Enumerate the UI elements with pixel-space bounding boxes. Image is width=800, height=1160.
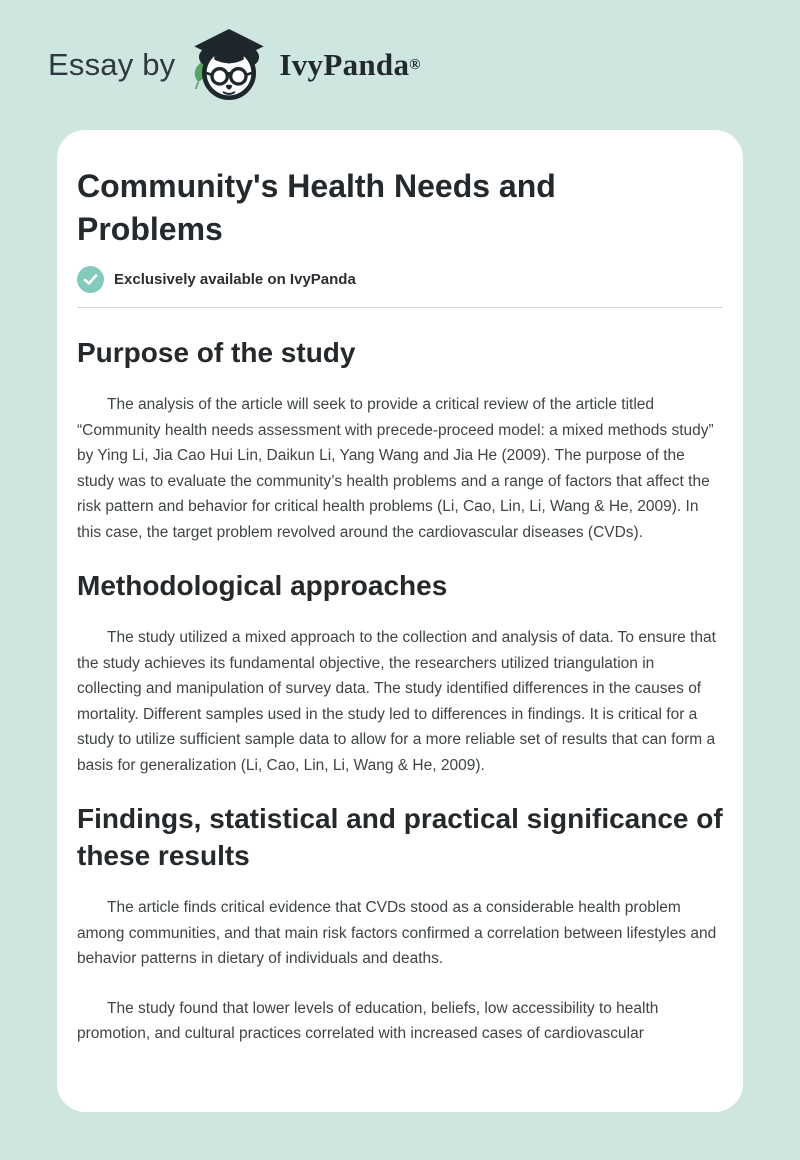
- badge-label: Exclusively available on IvyPanda: [114, 271, 356, 288]
- section-heading: Findings, statistical and practical significance of these results: [77, 803, 723, 871]
- paragraph: The study found that lower levels of education, beliefs, low accessibility to health promotion, and cultural practices correlated with increased cases of cardiovascular: [77, 999, 659, 1042]
- ivypanda-logo-link[interactable]: [189, 25, 420, 105]
- essay-by-label: Essay by: [48, 47, 176, 82]
- section-heading: Purpose of the study: [77, 337, 356, 368]
- page-title: Community's Health Needs and Problems: [77, 168, 556, 247]
- site-header: [0, 0, 800, 130]
- registered-mark: ®: [409, 56, 421, 73]
- essay-card: [57, 130, 743, 1112]
- paragraph: The analysis of the article will seek to provide a critical review of the article titled “Community health needs assessment with precede-proceed model: a mixed methods study” by Ying Li, Jia Cao Hui Lin, Daikun Li, Yang Wang and Jia He (2009). The purpose of the study was to evaluate the community’s health problems and a range of factors that affect the risk pattern and behavior for critical health problems (Li, Cao, Lin, Li, Wang & He, 2009). In this case, the target problem revolved around the cardiovascular diseases (CVDs).: [77, 396, 714, 541]
- section-findings: [77, 800, 723, 1047]
- paragraph: The article finds critical evidence that CVDs stood as a considerable health problem among communities, and that main risk factors confirmed a correlation between lifestyles and behavior patterns in dietary of individuals and deaths.: [77, 899, 717, 967]
- divider: [77, 307, 723, 308]
- brand-name: IvyPanda: [279, 47, 410, 82]
- section-purpose: [77, 334, 723, 545]
- exclusive-badge: [77, 266, 723, 293]
- panda-graduate-logo-icon: [189, 25, 269, 105]
- paragraph: The study utilized a mixed approach to the collection and analysis of data. To ensure that the study achieves its fundamental objective, the researchers utilized triangulation in collecting and manipulation of survey data. The study identified differences in the causes of mortality. Different samples used in the study led to differences in findings. It is critical for a study to utilize sufficient sample data to allow for a more reliable set of results that can form a basis for generalization (Li, Cao, Lin, Li, Wang & He, 2009).: [77, 629, 716, 774]
- section-methodological: [77, 567, 723, 778]
- check-icon: [77, 266, 104, 293]
- section-heading: Methodological approaches: [77, 570, 448, 601]
